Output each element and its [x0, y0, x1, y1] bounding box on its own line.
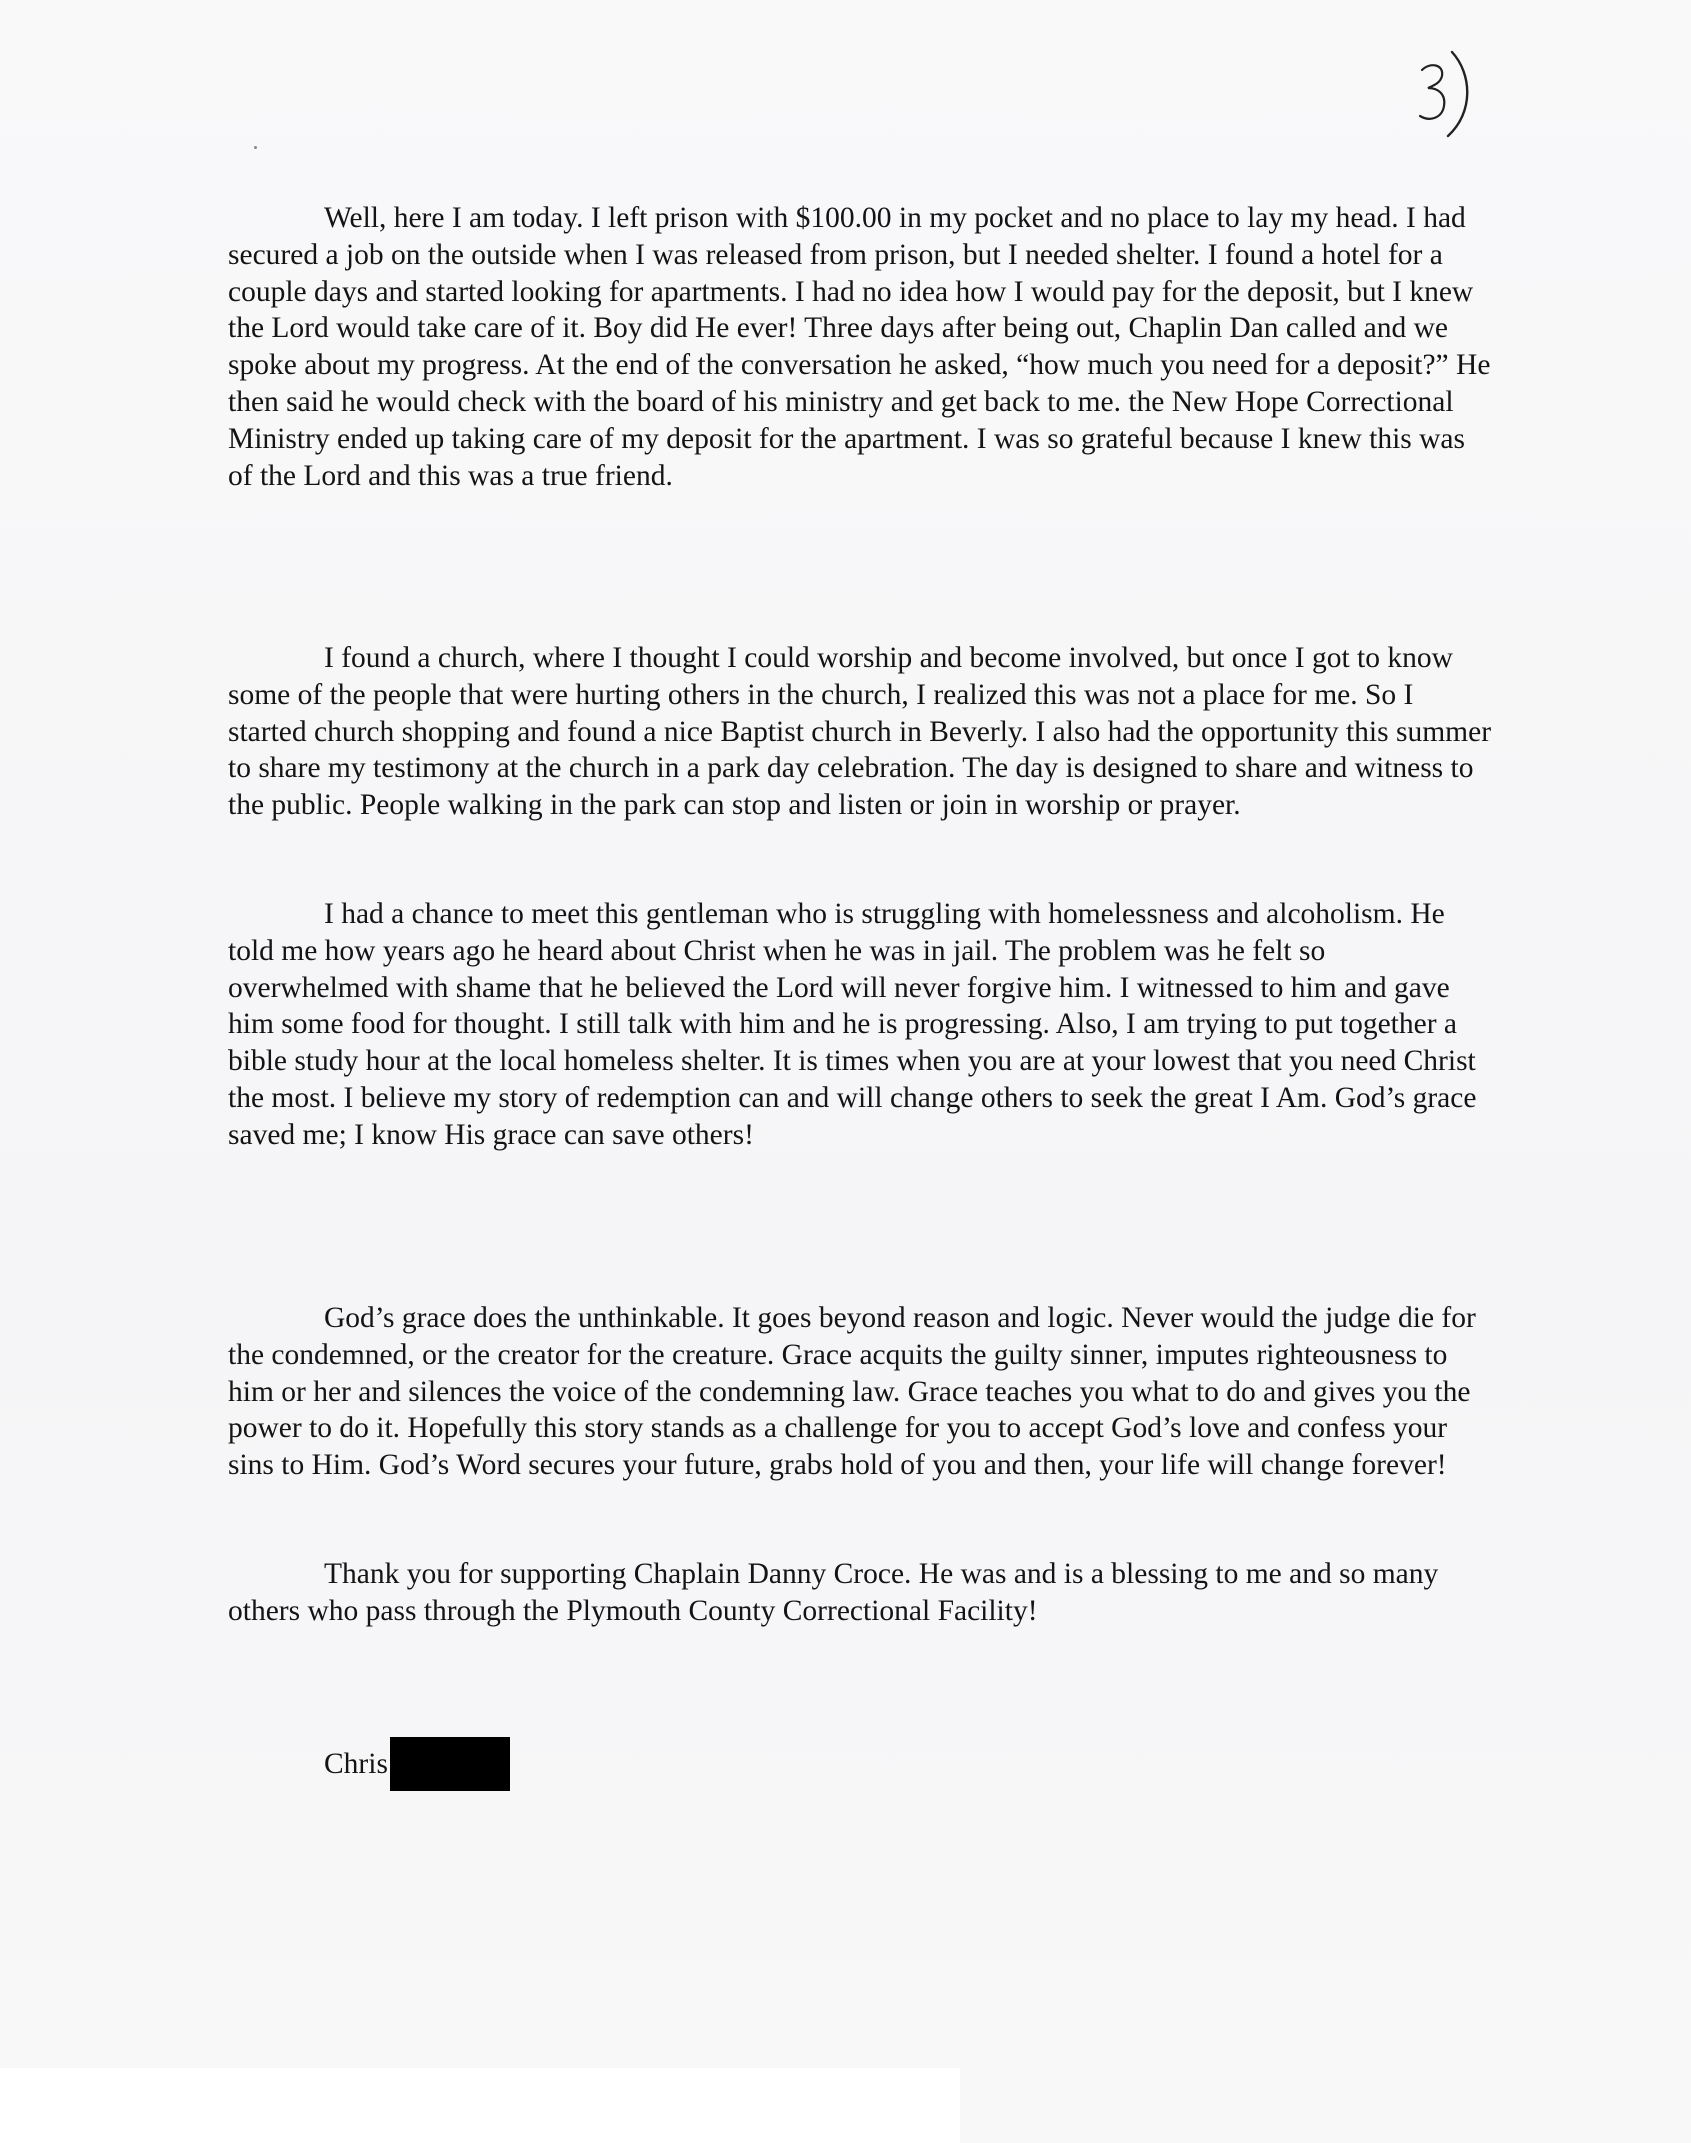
paragraph-release: Well, here I am today. I left prison with $100.00 in my pocket and no place to lay my head. I had secured a job on the outside when I was released from prison, but I needed shelter. I found a hotel for a couple days and started looking for apartments. I had no idea how I would pay for the deposit, but I knew the Lord would take care of it. Boy did He ever! Three days after being out, Chaplin Dan called and we spoke about my progress. At the end of the conversation he asked, “how much you need for a deposit?” He then said he would check with the board of his ministry and get back to me. the New Hope Correctional Ministry ended up taking care of my deposit for the apartment. I was so grateful because I knew this was of the Lord and this was a true friend. — [228, 202, 1491, 492]
paragraph-gentleman: I had a chance to meet this gentleman who is struggling with homelessness and alcoholism. He told me how years ago he heard about Christ when he was in jail. The problem was he felt so overwhelmed with shame that he believed the Lord will never forgive him. I witnessed to him and gave him some food for thought. I still talk with him and he is progressing. Also, I am trying to put together a bible study hour at the local homeless shelter. It is times when you are at your lowest that you need Christ the most. I believe my story of redemption can and will change others to seek the great I Am. God’s grace saved me; I know His grace can save others! — [228, 898, 1477, 1151]
signature-block — [324, 1737, 510, 1791]
paragraph-grace: God’s grace does the unthinkable. It goes beyond reason and logic. Never would the judge die for the condemned, or the creator for the creature. Grace acquits the guilty sinner, imputes righteousness to him or her and silences the voice of the condemning law. Grace teaches you what to do and gives you the power to do it. Hopefully this story stands as a challenge for you to accept God’s love and confess your sins to Him. God’s Word secures your future, grabs hold of you and then, your life will change forever! — [228, 1302, 1476, 1482]
scan-edge — [0, 2068, 960, 2143]
paragraph-thanks: Thank you for supporting Chaplain Danny Croce. He was and is a blessing to me and so many others who pass through the Plymouth County Correctional Facility! — [228, 1558, 1439, 1627]
scan-speck — [254, 146, 257, 149]
signature-name: Chris — [324, 1748, 388, 1780]
redaction-box — [390, 1737, 510, 1791]
handwritten-page-number — [1408, 40, 1478, 140]
paragraph-church: I found a church, where I thought I could worship and become involved, but once I got to know some of the people that were hurting others in the church, I realized this was not a place for me. So I started church shopping and found a nice Baptist church in Beverly. I also had the opportunity this summer to share my testimony at the church in a park day celebration. The day is designed to share and witness to the public. People walking in the park can stop and listen or join in worship or prayer. — [228, 642, 1492, 822]
